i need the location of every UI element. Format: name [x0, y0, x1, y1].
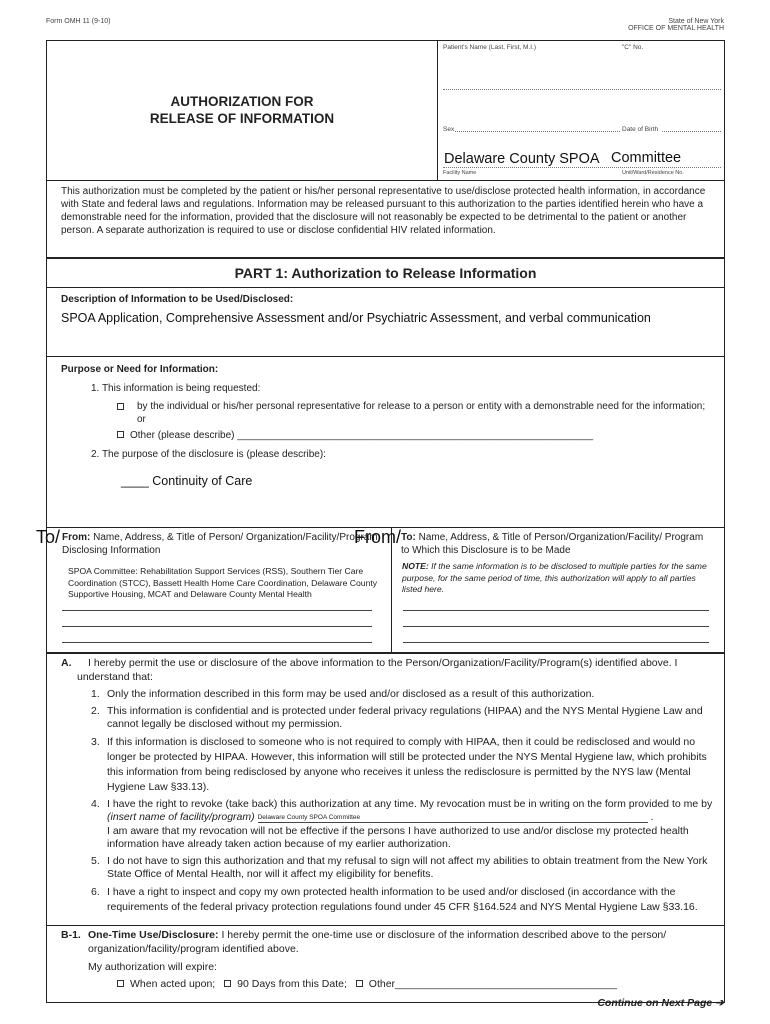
description-label: Description of Information to be Used/Disclosed:	[61, 294, 294, 305]
sex-label: Sex	[443, 126, 455, 133]
item-number: 3.	[91, 735, 100, 748]
option-90-days-label: 90 Days from this Date;	[237, 978, 347, 990]
to-field[interactable]	[403, 610, 709, 611]
option-other-expire[interactable]	[356, 978, 617, 990]
title-line-2: RELEASE OF INFORMATION	[149, 111, 335, 126]
facility-name-label: Facility Name	[443, 170, 477, 176]
expire-label: My authorization will expire:	[88, 961, 217, 973]
item-text: This information is confidential and is protected under federal privacy regulations (HIPAA) and the NYS Mental Hygiene Law and cannot legally be disclosed without my permission.	[107, 704, 703, 730]
item-text-continued: I am aware that my revocation will not be effective if the persons I have authorized to use and/or disclose my protected health information have already taken action because of my earlier authorization.	[107, 824, 689, 850]
item-number: 4.	[91, 797, 100, 810]
expire-options	[117, 978, 617, 992]
patient-name-field[interactable]	[443, 89, 721, 90]
section-b1-text	[88, 929, 712, 956]
item-text: Only the information described in this form may be used and/or disclosed as a result of this authorization.	[107, 688, 595, 700]
checkbox[interactable]	[117, 403, 124, 410]
form-title	[47, 93, 437, 127]
facility-name-value[interactable]: Delaware County SPOA	[444, 151, 600, 167]
list-item: 4. I have the right to revoke (take back) this authorization at any time. My revocation must be in writing on the form provided to me by (insert name of facility/program) Delaware County SPOA Committee . I am aware that my revocation will not be effective if the persons I have authorized to use and/or disclose my protected health information have already taken action because of my earlier authorization.	[91, 797, 713, 850]
from-label	[62, 531, 382, 557]
option-90-days[interactable]	[224, 978, 347, 990]
office-name: OFFICE OF MENTAL HEALTH	[628, 25, 724, 32]
list-item	[91, 735, 713, 795]
list-item	[91, 688, 713, 702]
facility-underline	[443, 167, 721, 168]
unit-value[interactable]: Committee	[611, 150, 682, 166]
section-a-intro: I hereby permit the use or disclosure of the above information to the Person/Organization/Facility/Program(s) identified above. I understand that:	[77, 657, 678, 683]
patient-name-label: Patient's Name (Last, First, M.I.)	[443, 44, 536, 51]
state-name: State of New York	[668, 18, 724, 25]
from-line	[62, 642, 372, 643]
facility-program-value: Delaware County SPOA Committee	[257, 814, 361, 821]
checkbox[interactable]	[356, 980, 363, 987]
agency-header	[628, 18, 724, 32]
to-note	[402, 561, 712, 596]
note-label: NOTE:	[402, 561, 429, 571]
continue-next-page: Continue on Next Page ➔	[597, 997, 724, 1009]
option-acted-upon-label: When acted upon;	[130, 978, 216, 990]
item-number: 5.	[91, 854, 100, 867]
part1-title: PART 1: Authorization to Release Information	[234, 265, 537, 281]
dob-field[interactable]	[662, 131, 721, 132]
checkbox[interactable]	[224, 980, 231, 987]
option-individual-text: by the individual or his/her personal representative for release to a person or entity with a demonstrable need for the information; or	[137, 401, 706, 425]
note-text: If the same information is to be disclosed to multiple parties for the same purpose, for the same period of time, this authorization will apply to all parties listed here.	[402, 561, 707, 594]
dob-label: Date of Birth	[622, 126, 659, 133]
checkbox[interactable]	[117, 431, 124, 438]
description-value[interactable]: SPOA Application, Comprehensive Assessment and/or Psychiatric Assessment, and verbal communication	[61, 311, 651, 325]
item-text: If this information is disclosed to someone who is not required to comply with HIPAA, then it could be redisclosed and would no longer be protected by HIPAA. However, this information will still be protected under the NYS Mental Hygiene law, which prohibits this information from being redisclosed by anyone who receives it unless the redisclosure is permitted by the NYS law (Mental Hygiene Law §33.13).	[107, 735, 707, 793]
section-a-letter: A.	[61, 657, 72, 669]
option-other-expire-label: Other______________________________________	[368, 978, 617, 990]
item-italic: (insert name of facility/program)	[107, 811, 255, 823]
list-item	[91, 855, 713, 882]
list-item	[91, 705, 713, 732]
from-label-bold: From:	[62, 532, 91, 543]
from-line	[62, 610, 372, 611]
item-number: 1.	[91, 688, 100, 700]
divider	[46, 356, 725, 357]
divider	[46, 925, 725, 926]
purpose-label: Purpose or Need for Information:	[61, 364, 219, 375]
divider	[46, 180, 725, 181]
divider	[46, 257, 725, 259]
handwritten-to: To/	[36, 527, 61, 547]
title-divider	[437, 40, 438, 180]
item-number: 6.	[91, 885, 100, 898]
option-other-text: Other (please describe) ________________________________________________________________	[130, 430, 594, 441]
title-line-1: AUTHORIZATION FOR	[170, 94, 314, 109]
option-other[interactable]	[117, 429, 717, 442]
from-line	[62, 626, 372, 627]
c-no-label: "C" No.	[622, 44, 644, 51]
b1-title: One-Time Use/Disclosure:	[88, 929, 219, 941]
from-label-text: Name, Address, & Title of Person/ Organization/Facility/Program Disclosing Information	[62, 532, 378, 556]
to-field[interactable]	[403, 626, 709, 627]
sex-field[interactable]	[455, 131, 620, 132]
section-a-list	[91, 688, 713, 915]
option-individual[interactable]	[117, 400, 712, 426]
facility-program-field[interactable]	[258, 814, 648, 823]
item-text: I have a right to inspect and copy my own protected health information to be used and/or disclosed (in accordance with the requirements of the federal privacy protection regulations found under 45 CFR §164.524 and NYS Mental Hygiene Law §33.16.	[107, 885, 698, 913]
divider	[46, 287, 725, 288]
handwritten-from: From/	[354, 527, 401, 547]
checkbox[interactable]	[117, 980, 124, 987]
section-b1-letter: B-1.	[61, 929, 81, 941]
item-number: 2.	[91, 704, 100, 717]
question-2: 2. The purpose of the disclosure is (please describe):	[91, 449, 326, 460]
question-1: 1. This information is being requested:	[91, 383, 261, 394]
purpose-value[interactable]: ____ Continuity of Care	[121, 474, 253, 488]
item-text: I do not have to sign this authorization and that my refusal to sign will not affect my abilities to obtain treatment from the New York State Office of Mental Health, nor will it affect my eligibility for benefits.	[107, 854, 708, 880]
list-item	[91, 885, 713, 915]
form-number: Form OMH 11 (9-10)	[46, 18, 111, 25]
intro-paragraph: This authorization must be completed by the patient or his/her personal representative to use/disclose protected health information, in accordance with State and federal laws and regulations. Information may be released pursuant to this authorization to the parties identified herein who have a demonstrable need for the information, provided that the disclosure will not reasonably be expected to be detrimental to the patient or another person. A separate authorization is required to use or disclose confidential HIV related information.	[61, 186, 706, 236]
item-text: I have the right to revoke (take back) this authorization at any time. My revocation must be in writing on the form provided to me by	[107, 797, 713, 810]
divider	[46, 652, 725, 654]
to-label-bold: To:	[401, 532, 416, 543]
option-acted-upon[interactable]	[117, 978, 215, 990]
unit-label: Unit/Ward/Residence No.	[622, 170, 684, 176]
b1-body: I hereby permit the one-time use or disclosure of the information described above to the person/ organization/facility/program identified above.	[88, 929, 667, 955]
from-value[interactable]: SPOA Committee: Rehabilitation Support Services (RSS), Southern Tier Care Coordination (STCC), Bassett Health Home Care Coordination, Delaware County Supportive Housing, MCAT and Delaware County Mental Health	[68, 566, 378, 599]
to-field[interactable]	[403, 642, 709, 643]
to-label-text: Name, Address, & Title of Person/Organization/Facility/ Program to Which this Disclosure is to be Made	[401, 532, 704, 556]
to-label	[401, 531, 711, 557]
